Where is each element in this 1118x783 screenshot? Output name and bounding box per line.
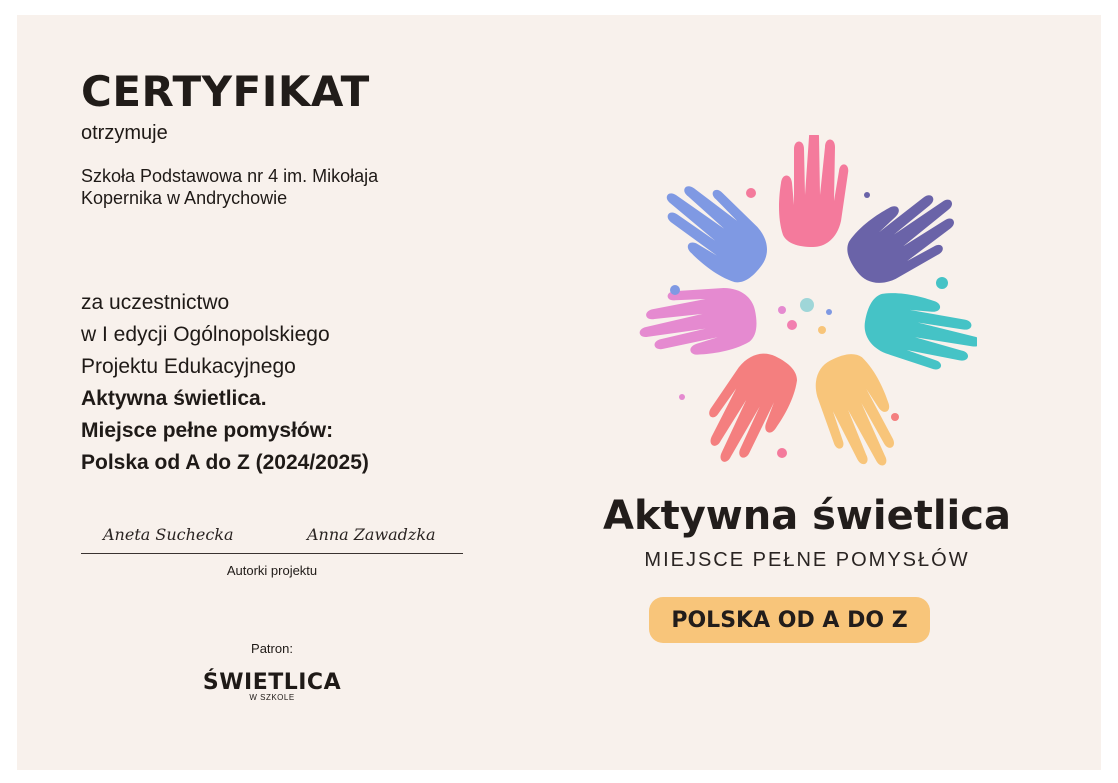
desc-line3: Projektu Edukacyjnego bbox=[81, 355, 296, 378]
signature-2: Anna Zawadzka bbox=[307, 525, 436, 544]
signature-1: Aneta Suchecka bbox=[103, 525, 234, 544]
colorful-hands-icon bbox=[637, 135, 977, 475]
project-line1: Aktywna świetlica. bbox=[81, 387, 267, 410]
signature-label: Autorki projektu bbox=[226, 563, 318, 578]
school-name-line1: Szkoła Podstawowa nr 4 im. Mikołaja bbox=[81, 166, 379, 186]
brand-tagline: MIEJSCE PEŁNE POMYSŁÓW bbox=[644, 549, 970, 571]
desc-line2: w I edycji Ogólnopolskiego bbox=[81, 323, 330, 346]
project-line2: Miejsce pełne pomysłów: bbox=[81, 419, 334, 442]
certificate-title: CERTYFIKAT bbox=[81, 67, 370, 116]
patron-logo-main: ŚWIETLICA bbox=[202, 670, 342, 695]
receives-label: otrzymuje bbox=[81, 122, 168, 144]
school-name bbox=[81, 165, 481, 209]
school-name-line2: Kopernika w Andrychowie bbox=[81, 188, 288, 208]
patron-logo bbox=[81, 670, 463, 702]
participation-description bbox=[81, 287, 501, 479]
patron-logo-sub: W SZKOLE bbox=[249, 693, 295, 702]
project-line3: Polska od A do Z (2024/2025) bbox=[81, 451, 369, 474]
desc-line1: za uczestnictwo bbox=[81, 291, 230, 314]
brand-badge: POLSKA OD A DO Z bbox=[649, 597, 930, 643]
patron-label: Patron: bbox=[251, 641, 293, 656]
brand-name: Aktywna świetlica bbox=[603, 493, 1011, 539]
signature-line bbox=[81, 553, 463, 554]
certificate-sheet bbox=[17, 15, 1101, 770]
